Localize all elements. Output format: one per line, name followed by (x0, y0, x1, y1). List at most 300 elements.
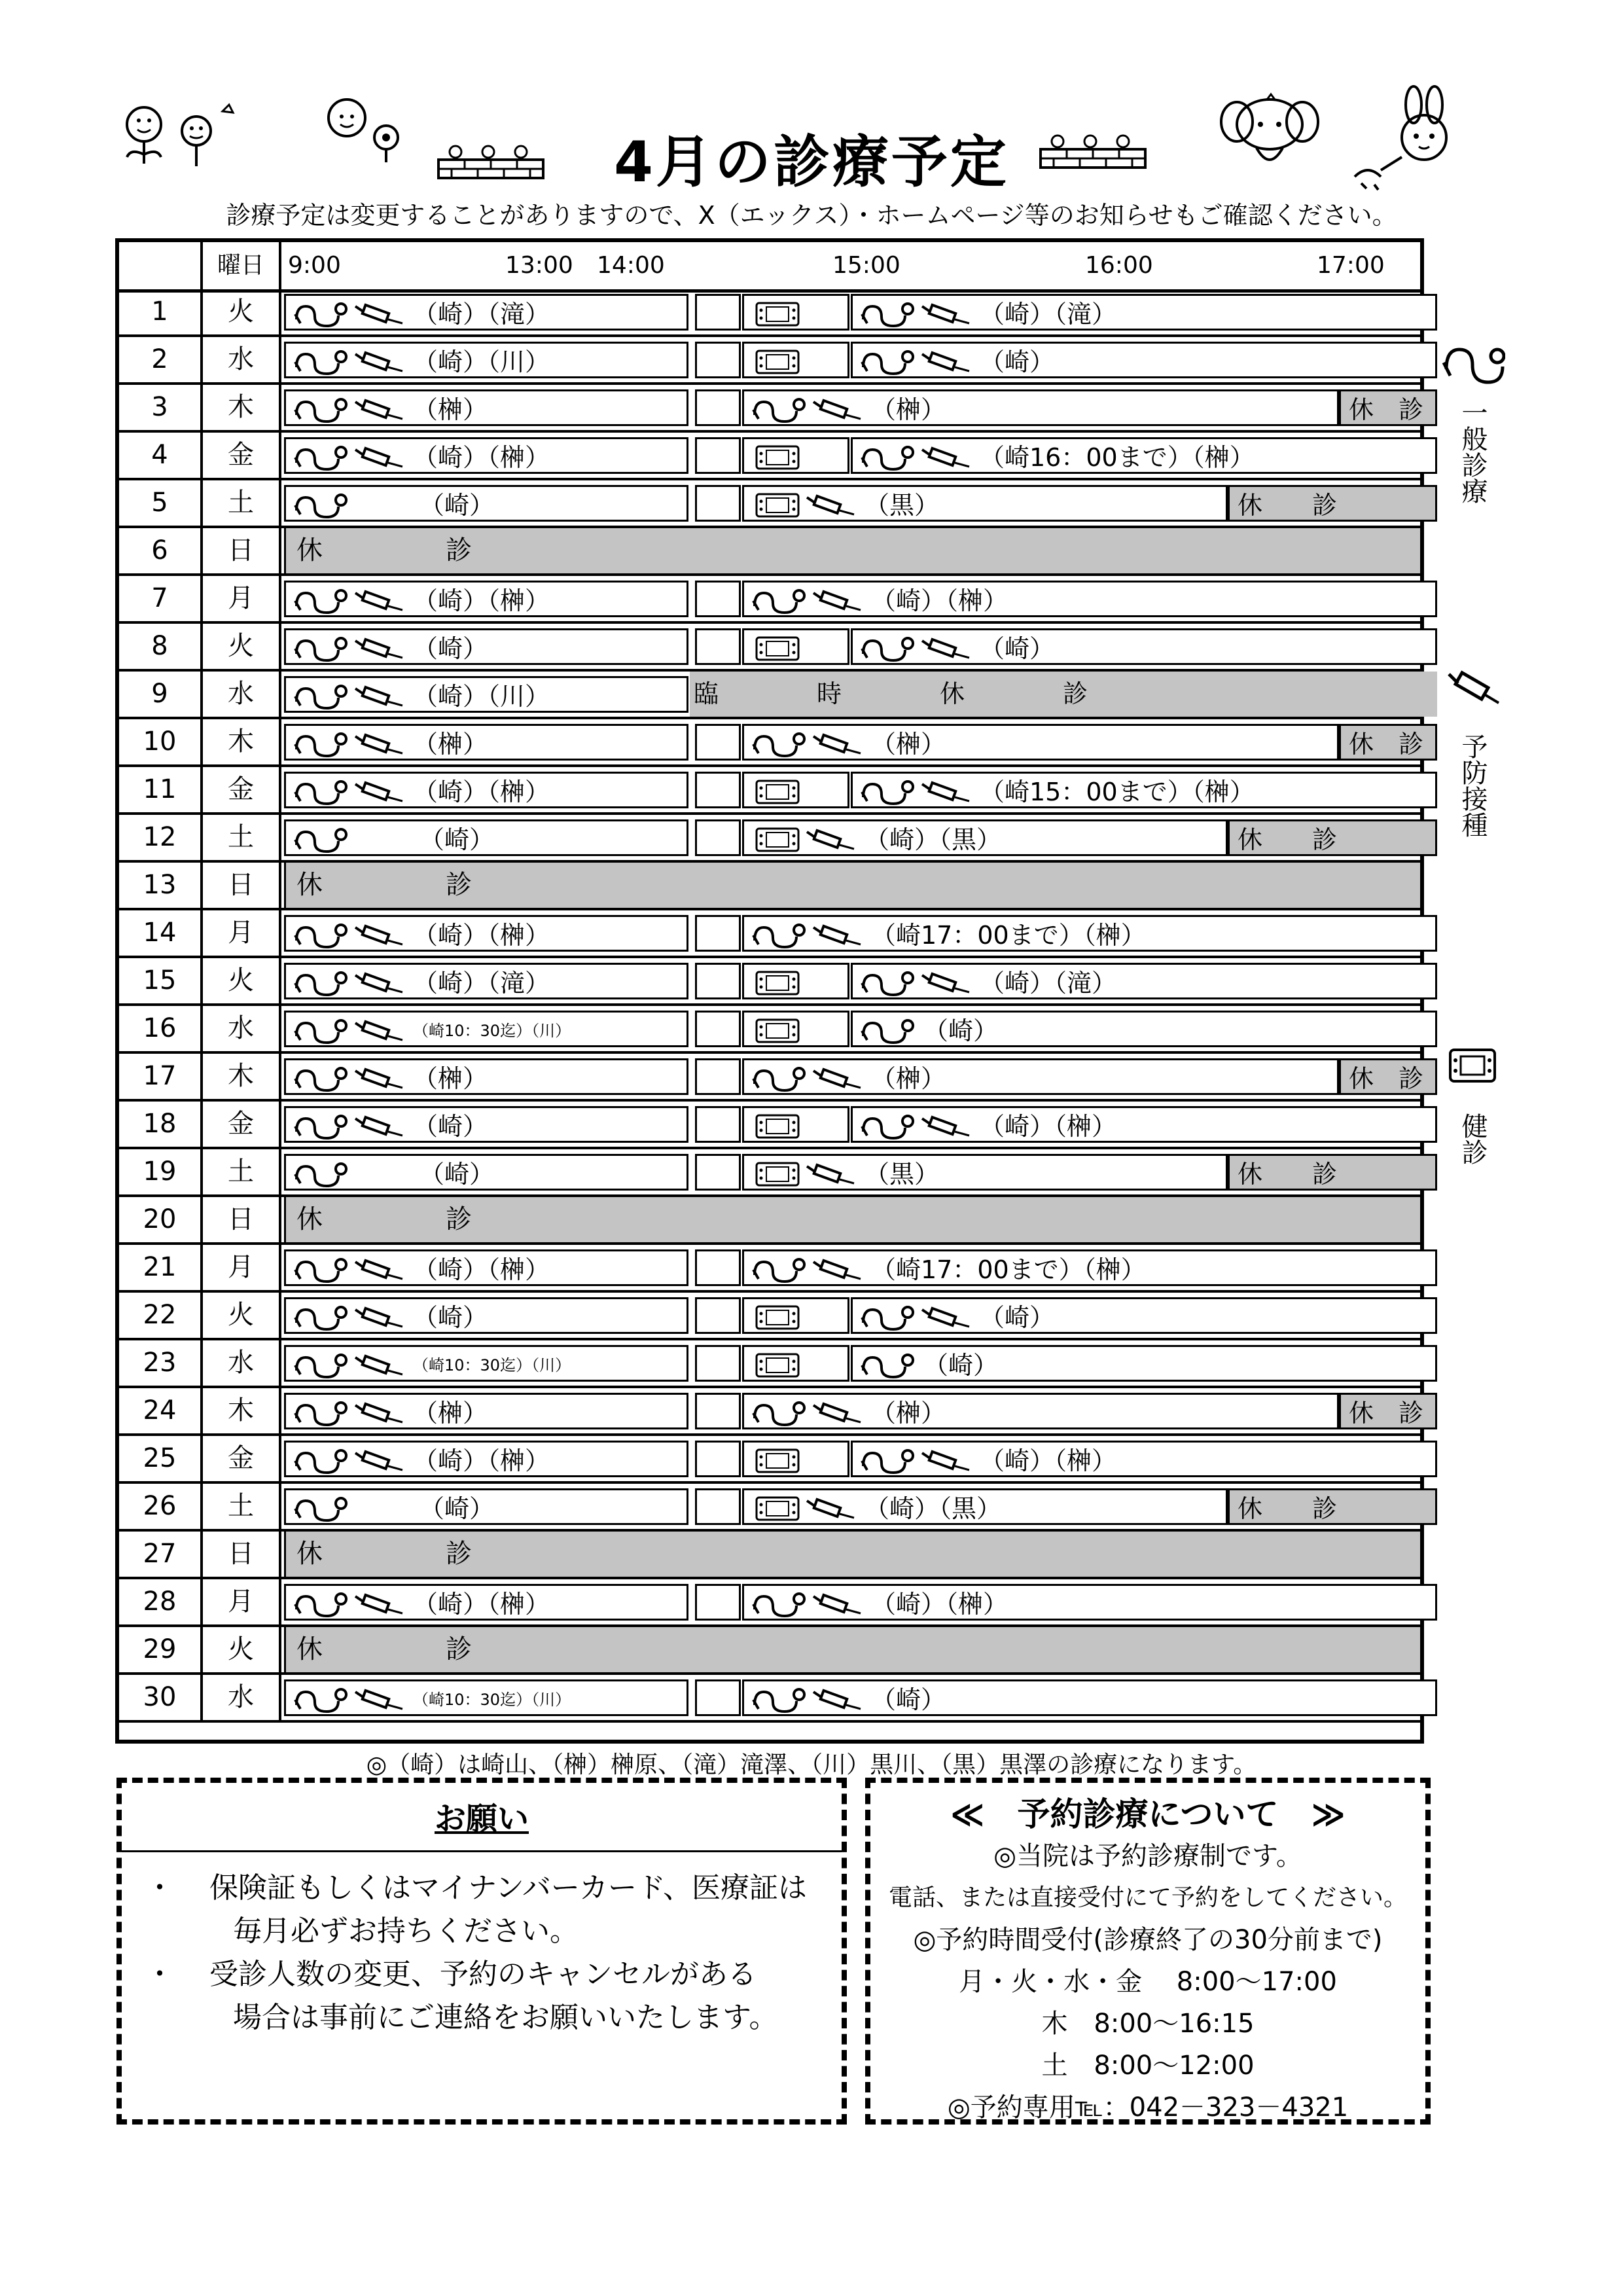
stethoscope-icon (751, 395, 807, 424)
day-number: 10 (119, 719, 203, 764)
weekday: 木 (203, 1388, 281, 1433)
checkup-session (742, 1297, 849, 1334)
checkup-icon (755, 1448, 800, 1474)
syringe-icon (919, 1115, 972, 1138)
checkup-icon (755, 970, 800, 996)
table-row (119, 863, 1420, 910)
syringe-icon (811, 589, 863, 613)
weekday: 水 (203, 337, 281, 382)
day-number: 29 (119, 1627, 203, 1672)
closed-end: 休 診 (1228, 1154, 1437, 1191)
day-number: 21 (119, 1245, 203, 1290)
table-row (119, 1293, 1420, 1340)
syringe-icon (919, 1449, 972, 1473)
weekday: 土 (203, 480, 281, 526)
lunch-gap (695, 1249, 741, 1286)
header-time-9: 9:00 (288, 252, 341, 279)
checkup-session (742, 294, 849, 331)
weekday: 日 (203, 863, 281, 908)
closed-all-day: 休 診 (284, 863, 1420, 908)
morning-session: （崎）（滝） (284, 963, 688, 999)
stethoscope-icon (293, 634, 349, 663)
table-row (119, 672, 1420, 719)
checkup-session (742, 342, 849, 378)
stethoscope-icon (293, 682, 349, 711)
weekday: 水 (203, 1006, 281, 1051)
table-row (119, 1579, 1420, 1627)
afternoon-session: （崎） (742, 1679, 1437, 1716)
lunch-gap (695, 1058, 741, 1095)
morning-session: （崎10：30迄）（川） (284, 1011, 688, 1047)
table-row (119, 1054, 1424, 1102)
header-weekday: 曜日 (203, 242, 281, 289)
morning-session: （崎）（榊） (284, 437, 688, 474)
morning-session: （榊） (284, 1058, 688, 1095)
table-row (119, 815, 1420, 863)
yoyaku-box (865, 1778, 1431, 2125)
stethoscope-icon (293, 443, 349, 472)
stethoscope-icon (859, 778, 916, 806)
morning-session: （崎） (284, 819, 688, 856)
day-number: 20 (119, 1197, 203, 1242)
weekday: 木 (203, 385, 281, 430)
table-row (119, 1197, 1420, 1245)
lunch-gap (695, 1011, 741, 1047)
lunch-gap (695, 581, 741, 617)
stethoscope-icon (293, 348, 349, 376)
stethoscope-icon (859, 1351, 916, 1380)
closed-all-day: 休 診 (284, 1627, 1420, 1672)
morning-session: （崎）（榊） (284, 581, 688, 617)
day-number: 26 (119, 1484, 203, 1529)
syringe-icon (353, 780, 405, 804)
lunch-gap (695, 342, 741, 378)
stethoscope-icon (1440, 336, 1505, 389)
stethoscope-icon (751, 586, 807, 615)
stethoscope-icon (859, 348, 916, 376)
day-number: 6 (119, 528, 203, 573)
day-number: 18 (119, 1102, 203, 1147)
weekday: 火 (203, 1627, 281, 1672)
table-row (119, 719, 1424, 767)
lunch-gap (695, 963, 741, 999)
table-row (119, 433, 1420, 480)
day-number: 16 (119, 1006, 203, 1051)
weekday: 月 (203, 910, 281, 956)
checkup-icon (755, 1018, 800, 1044)
stethoscope-icon (751, 1685, 807, 1714)
onegai-box: お願い ・ 保険証もしくはマイナンバーカード、医療証は 毎月必ずお持ちください。 ・ 受診人数の変更、予約のキャンセルがある 場合は事前にご連絡をお願いいたします。 (116, 1778, 847, 2125)
onegai-title: お願い (434, 1801, 529, 1837)
table-row (119, 1340, 1420, 1388)
closed-end: 休 診 (1339, 389, 1437, 426)
table-row (119, 1006, 1420, 1054)
legend-general-label: 一般診療 (1457, 399, 1488, 504)
morning-session: （崎）（榊） (284, 915, 688, 952)
syringe-icon (353, 1449, 405, 1473)
afternoon-session: （崎）（榊） (742, 1584, 1437, 1621)
stethoscope-icon (859, 300, 916, 329)
yoyaku-line-1: ◎当院は予約診療制です。 (993, 1841, 1302, 1871)
syringe-icon (811, 1067, 863, 1090)
syringe-icon (353, 398, 405, 422)
lunch-gap (695, 1393, 741, 1429)
day-number: 4 (119, 433, 203, 478)
morning-session: （崎10：30迄）（川） (284, 1679, 688, 1716)
afternoon-session: （崎） (851, 628, 1437, 665)
checkup-session (742, 1106, 849, 1143)
syringe-icon (804, 1162, 857, 1186)
legend-checkup-label: 健診 (1457, 1113, 1488, 1165)
weekday: 月 (203, 576, 281, 621)
syringe-icon (811, 1592, 863, 1616)
table-row (119, 958, 1420, 1006)
syringe-icon (353, 1115, 405, 1138)
table-row (119, 576, 1420, 624)
morning-session: （崎）（滝） (284, 294, 688, 331)
morning-session: （榊） (284, 389, 688, 426)
syringe-icon (804, 828, 857, 852)
weekday: 土 (203, 1149, 281, 1194)
morning-session: （崎）（榊） (284, 1441, 688, 1477)
syringe-icon (353, 924, 405, 947)
stethoscope-icon (859, 1303, 916, 1332)
closed-all-day: 休 診 (284, 1197, 1420, 1242)
onegai-item-1: ・ 保険証もしくはマイナンバーカード、医療証は (145, 1871, 807, 1905)
closed-end: 休 診 (1339, 1393, 1437, 1429)
day-number: 23 (119, 1340, 203, 1386)
yoyaku-hours-weekday: 月・火・水・金 8:00～17:00 (959, 1967, 1337, 1997)
table-row (119, 289, 1420, 337)
morning-session: （崎） (284, 485, 688, 522)
lunch-gap (695, 1154, 741, 1191)
syringe-icon (353, 732, 405, 756)
syringe-icon (353, 1401, 405, 1425)
stethoscope-icon (293, 1303, 349, 1332)
syringe-icon (919, 971, 972, 995)
stethoscope-icon (293, 1494, 349, 1523)
morning-session: （崎）（榊） (284, 1249, 688, 1286)
syringe-icon (919, 446, 972, 469)
syringe-icon (919, 1306, 972, 1329)
syringe-icon (353, 1067, 405, 1090)
day-number: 2 (119, 337, 203, 382)
checkup-session (742, 1011, 849, 1047)
afternoon-session: （崎17：00まで）（榊） (742, 915, 1437, 952)
afternoon-session: （崎）（滝） (851, 294, 1437, 331)
stethoscope-icon (751, 921, 807, 950)
lunch-gap (695, 1679, 741, 1716)
syringe-icon (353, 1688, 405, 1712)
table-row (119, 337, 1420, 385)
stethoscope-icon (859, 969, 916, 997)
stethoscope-icon (751, 1064, 807, 1093)
afternoon-session: （崎）（黒） (742, 819, 1228, 856)
stethoscope-icon (859, 1016, 916, 1045)
table-row (119, 480, 1420, 528)
syringe-icon (1442, 668, 1501, 707)
yoyaku-line-3: ◎予約時間受付(診療終了の30分前まで) (913, 1925, 1383, 1955)
morning-session: （崎10：30迄）（川） (284, 1345, 688, 1382)
weekday: 木 (203, 1054, 281, 1099)
day-number: 9 (119, 672, 203, 717)
checkup-icon (1448, 1047, 1497, 1084)
lunch-gap (695, 1106, 741, 1143)
afternoon-session: （榊） (742, 724, 1339, 761)
morning-session: （崎）（川） (284, 342, 688, 378)
syringe-icon (353, 302, 405, 326)
checkup-session (742, 963, 849, 999)
syringe-icon (353, 1019, 405, 1043)
lunch-gap (695, 1488, 741, 1525)
weekday: 月 (203, 1245, 281, 1290)
legend-vaccine-label: 予防接種 (1457, 733, 1488, 838)
lunch-gap (695, 294, 741, 331)
closed-all-day: 休 診 (284, 1532, 1420, 1577)
syringe-icon (353, 637, 405, 660)
lunch-gap (695, 389, 741, 426)
closed-end: 休 診 (1228, 1488, 1437, 1525)
day-number: 11 (119, 767, 203, 812)
morning-session: （榊） (284, 724, 688, 761)
syringe-icon (919, 780, 972, 804)
stethoscope-icon (859, 443, 916, 472)
stethoscope-icon (751, 1590, 807, 1619)
day-number: 22 (119, 1293, 203, 1338)
syringe-icon (353, 1258, 405, 1282)
day-number: 17 (119, 1054, 203, 1099)
stethoscope-icon (859, 1446, 916, 1475)
day-number: 7 (119, 576, 203, 621)
yoyaku-title: ≪ 予約診療について ≫ (950, 1795, 1346, 1833)
checkup-icon (755, 1304, 800, 1331)
table-row (119, 767, 1420, 815)
day-number: 19 (119, 1149, 203, 1194)
stethoscope-icon (293, 1399, 349, 1427)
afternoon-session: （崎） (851, 1011, 1437, 1047)
onegai-item-2: ・ 受診人数の変更、予約のキャンセルがある (145, 1958, 757, 1991)
stethoscope-icon (293, 1351, 349, 1380)
stethoscope-icon (293, 300, 349, 329)
weekday: 火 (203, 1293, 281, 1338)
checkup-icon (755, 349, 800, 375)
table-row (119, 1436, 1420, 1484)
day-number: 12 (119, 815, 203, 860)
afternoon-session: （崎15：00まで）（榊） (851, 772, 1437, 808)
checkup-session (742, 628, 849, 665)
table-row (119, 1102, 1420, 1149)
weekday: 金 (203, 433, 281, 478)
stethoscope-icon (293, 730, 349, 759)
stethoscope-icon (293, 825, 349, 854)
weekday: 月 (203, 1579, 281, 1624)
syringe-icon (353, 1354, 405, 1377)
header-time-14: 14:00 (597, 252, 665, 279)
afternoon-session: （黒） (742, 485, 1228, 522)
afternoon-session: （崎）（榊） (742, 581, 1437, 617)
syringe-icon (804, 493, 857, 517)
syringe-icon (919, 350, 972, 374)
weekday: 土 (203, 1484, 281, 1529)
day-number: 5 (119, 480, 203, 526)
morning-session: （崎） (284, 1106, 688, 1143)
checkup-icon (755, 444, 800, 471)
syringe-icon (811, 398, 863, 422)
afternoon-session: （崎17：00まで）（榊） (742, 1249, 1437, 1286)
table-row (119, 910, 1420, 958)
weekday: 水 (203, 1340, 281, 1386)
syringe-icon (811, 924, 863, 947)
syringe-icon (804, 1497, 857, 1520)
day-number: 8 (119, 624, 203, 669)
stethoscope-icon (751, 730, 807, 759)
weekday: 火 (203, 958, 281, 1003)
morning-session: （榊） (284, 1393, 688, 1429)
stethoscope-icon (859, 1112, 916, 1141)
schedule-table (115, 238, 1424, 1744)
table-row (119, 1245, 1420, 1293)
stethoscope-icon (293, 586, 349, 615)
weekday: 金 (203, 1436, 281, 1481)
afternoon-session: （崎16：00まで）（榊） (851, 437, 1437, 474)
afternoon-session: （崎） (851, 1297, 1437, 1334)
checkup-session (742, 1441, 849, 1477)
lunch-gap (695, 1441, 741, 1477)
weekday: 水 (203, 672, 281, 717)
weekday: 火 (203, 289, 281, 334)
stethoscope-icon (293, 969, 349, 997)
stethoscope-icon (751, 1399, 807, 1427)
closed-end: 休 診 (1339, 1058, 1437, 1095)
stethoscope-icon (293, 1255, 349, 1284)
day-number: 15 (119, 958, 203, 1003)
lunch-gap (695, 915, 741, 952)
header-time-17: 17:00 (1317, 252, 1385, 279)
checkup-icon (755, 779, 800, 805)
checkup-session (742, 1345, 849, 1382)
day-number: 25 (119, 1436, 203, 1481)
stethoscope-icon (293, 921, 349, 950)
afternoon-session: （崎） (851, 342, 1437, 378)
lunch-gap (695, 1584, 741, 1621)
table-row (119, 528, 1420, 576)
header-time-16: 16:00 (1085, 252, 1153, 279)
page-title: 4月の診療予定 (614, 130, 1009, 195)
day-number: 28 (119, 1579, 203, 1624)
yoyaku-hours-thursday: 木 8:00～16:15 (1041, 2009, 1255, 2039)
stethoscope-icon (293, 1590, 349, 1619)
weekday: 日 (203, 528, 281, 573)
morning-session: （崎）（榊） (284, 1584, 688, 1621)
table-row (119, 1627, 1420, 1675)
syringe-icon (353, 589, 405, 613)
weekday: 金 (203, 767, 281, 812)
syringe-icon (811, 1258, 863, 1282)
day-number: 3 (119, 385, 203, 430)
table-row (119, 1532, 1420, 1579)
day-number: 13 (119, 863, 203, 908)
checkup-icon (755, 636, 800, 662)
weekday: 金 (203, 1102, 281, 1147)
table-row (119, 385, 1424, 433)
weekday: 火 (203, 624, 281, 669)
weekday: 土 (203, 815, 281, 860)
stethoscope-icon (751, 1255, 807, 1284)
afternoon-session: （榊） (742, 389, 1339, 426)
syringe-icon (919, 637, 972, 660)
lunch-gap (695, 724, 741, 761)
checkup-icon (755, 1352, 800, 1378)
afternoon-session: （崎）（黒） (742, 1488, 1228, 1525)
checkup-icon (755, 1161, 800, 1187)
afternoon-session: （崎）（榊） (851, 1106, 1437, 1143)
table-row (119, 1149, 1420, 1197)
table-row (119, 1484, 1420, 1532)
closed-end: 休 診 (1228, 485, 1437, 522)
closed-all-day: 休 診 (284, 528, 1420, 573)
morning-session: （崎） (284, 1488, 688, 1525)
stethoscope-icon (293, 1446, 349, 1475)
table-row (119, 624, 1420, 672)
weekday: 水 (203, 1675, 281, 1720)
checkup-icon (755, 1113, 800, 1139)
temporary-closure: 臨 時 休 診 (690, 672, 1437, 717)
afternoon-session: （崎）（榊） (851, 1441, 1437, 1477)
lunch-gap (695, 1297, 741, 1334)
syringe-icon (353, 685, 405, 708)
afternoon-session: （崎）（滝） (851, 963, 1437, 999)
stethoscope-icon (293, 1685, 349, 1714)
syringe-icon (353, 1306, 405, 1329)
afternoon-session: （榊） (742, 1058, 1339, 1095)
lunch-gap (695, 819, 741, 856)
checkup-icon (755, 301, 800, 327)
weekday: 木 (203, 719, 281, 764)
checkup-icon (755, 827, 800, 853)
weekday: 日 (203, 1197, 281, 1242)
header-day (119, 242, 203, 289)
lunch-gap (695, 628, 741, 665)
syringe-icon (919, 302, 972, 326)
lunch-gap (695, 485, 741, 522)
yoyaku-phone: ◎予約専用℡：042－323－4321 (947, 2092, 1349, 2123)
day-number: 1 (119, 289, 203, 334)
stethoscope-icon (293, 491, 349, 520)
day-number: 30 (119, 1675, 203, 1720)
stethoscope-icon (293, 778, 349, 806)
stethoscope-icon (293, 1160, 349, 1189)
syringe-icon (353, 446, 405, 469)
stethoscope-icon (293, 1016, 349, 1045)
morning-session: （崎） (284, 628, 688, 665)
header-time-15: 15:00 (832, 252, 901, 279)
stethoscope-icon (293, 1112, 349, 1141)
page-subtitle: 診療予定は変更することがありますので、X（エックス）・ホームページ等のお知らせもご確認ください。 (226, 201, 1397, 230)
morning-session: （崎）（川） (284, 676, 688, 713)
syringe-icon (353, 1592, 405, 1616)
checkup-session (742, 772, 849, 808)
yoyaku-line-2: 電話、または直接受付にて予約をしてください。 (888, 1884, 1407, 1911)
day-number: 14 (119, 910, 203, 956)
yoyaku-hours-saturday: 土 8:00～12:00 (1041, 2051, 1255, 2081)
syringe-icon (353, 971, 405, 995)
doctor-note: ◎（崎）は崎山、（榊）榊原、（滝）滝澤、（川）黒川、（黒）黒澤の診療になります。 (366, 1751, 1257, 1778)
morning-session: （崎） (284, 1297, 688, 1334)
syringe-icon (353, 350, 405, 374)
header-time-13: 13:00 (505, 252, 573, 279)
checkup-icon (755, 492, 800, 518)
afternoon-session: （黒） (742, 1154, 1228, 1191)
